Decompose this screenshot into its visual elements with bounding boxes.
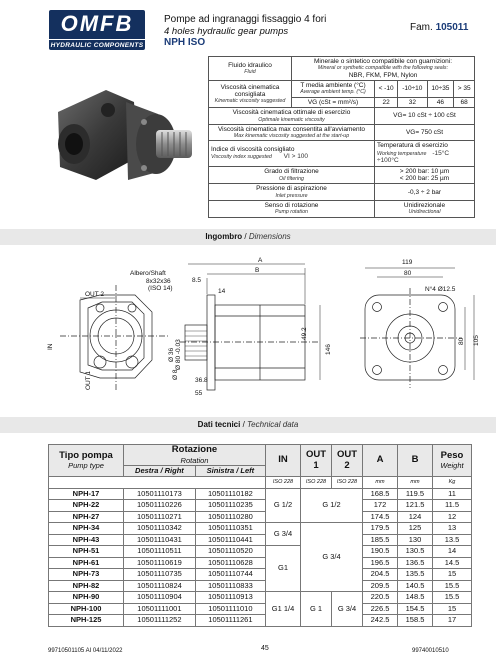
product-code: NPH ISO [164,37,206,48]
vg-value: 32 [398,97,427,107]
dim-b-cell: 148.5 [398,592,433,604]
code-left-cell: 10501110351 [195,523,265,535]
pump-type-cell: NPH-73 [49,569,124,581]
in-port-cell: G1 1/4 [266,592,301,627]
code-left-cell: 10501111261 [195,615,265,627]
rotation-value: Unidirezionale [403,202,446,210]
page-number: 45 [261,645,269,652]
max-viscosity-label-en: Max kinematic viscosity suggested at the start-up [233,133,350,140]
title-english: 4 holes hydraulic gear pumps [164,26,289,37]
dim-a-cell: 179.5 [363,523,398,535]
unit-out2: ISO 228 [332,477,363,489]
table-row [49,615,472,627]
front-view [60,285,170,390]
table-row [49,488,472,500]
code-left-cell: 10501110182 [195,488,265,500]
holes-spec: N°4 Ø12.5 [425,286,456,293]
dim-b-cell: 136.5 [398,557,433,569]
temp-range: > 35 [454,81,475,98]
viscosity-label: Viscosità cinematica consigliata [220,83,280,98]
out1-port-cell: G 1 [301,592,332,627]
drawing-out1-label: OUT 1 [85,370,92,390]
table-row [49,603,472,615]
dim-phi-8: Ø 8 [172,369,179,380]
code-left-cell: 10501110744 [195,569,265,581]
col-type: Tipo pompa [59,449,113,461]
filtering-label-en: Oil filtering [278,175,305,182]
table-row [49,546,472,558]
fluid-label-en: Fluid [244,69,256,76]
dim-b-cell: 130 [398,534,433,546]
table-row [49,534,472,546]
table-row [49,592,472,604]
filtering-value-low: < 200 bar: 25 µm [399,175,450,182]
code-left-cell: 10501110833 [195,580,265,592]
weight-cell: 15.5 [433,592,472,604]
dim-a-cell: 185.5 [363,534,398,546]
weight-cell: 15.5 [433,580,472,592]
col-rotation: Rotazione [171,444,218,455]
dim-b-cell: 119.5 [398,488,433,500]
viscosity-index-label-en: Viscosity index suggested [211,154,272,161]
footer-doc-code: 99710501105 AI 04/11/2022 [48,648,123,654]
unit-weight: Kg [433,477,472,489]
temp-range: < -10 [375,81,398,98]
family-number [410,22,468,33]
pump-type-cell: NPH-61 [49,557,124,569]
table-row [49,500,472,512]
optimal-viscosity-value: VG= 10 cSt ÷ 100 cSt [375,108,475,125]
weight-cell: 15 [433,603,472,615]
dim-a-cell: 220.5 [363,592,398,604]
footer-ref-code: 99740010510 [412,648,449,654]
code-right-cell: 10501111001 [124,603,196,615]
title-italian: Pompe ad ingranaggi fissaggio 4 fori [164,14,327,25]
out2-port-cell: G 3/4 [332,592,363,627]
code-right-cell: 10501110619 [124,557,196,569]
dim-49-2: 49.2 [301,327,308,340]
dim-a-cell: 204.5 [363,569,398,581]
dim-a-cell: 190.5 [363,546,398,558]
shaft-spline: 8x32x36 [146,278,171,285]
table-row [49,523,472,535]
fluid-seals: NBR, FKM, FPM, Nylon [348,71,418,79]
dim-a-cell: 172 [363,500,398,512]
fluid-label: Fluido idraulico [228,61,272,69]
col-weight: Peso [440,449,464,461]
viscosity-index-label: Indice di viscosità consigliato [211,145,295,153]
family-value: 105011 [435,22,469,33]
col-out1: OUT 1 [301,445,332,477]
dim-b-cell: 158.5 [398,615,433,627]
units-spacer [49,477,266,489]
dim-phi-80: Ø 80 -0.03 [175,339,182,370]
code-right-cell: 10501110271 [124,511,196,523]
table-row [49,511,472,523]
code-right-cell: 10501111252 [124,615,196,627]
family-label: Fam. [410,22,433,33]
pump-type-cell: NPH-90 [49,592,124,604]
temp-range: -10÷10 [398,81,427,98]
col-in: IN [266,445,301,477]
technical-data-title: Dati tecnici / Technical data [197,420,299,429]
logo-main-text: OMFB [60,11,134,36]
table-row [49,580,472,592]
max-viscosity-value: VG= 750 cSt [375,124,475,141]
pump-photo [46,72,204,197]
temp-label: T media ambiente (°C) [300,82,366,90]
col-right: Destra / Right [124,465,196,477]
viscosity-index-row [211,153,372,160]
dim-119: 119 [402,259,413,266]
shaft-label: Albero/Shaft [130,270,166,277]
side-view [180,268,320,390]
vg-value: 68 [454,97,475,107]
dim-b-cell: 135.5 [398,569,433,581]
pump-type-cell: NPH-27 [49,511,124,523]
in-port-cell: G1 [266,546,301,592]
in-port-cell: G 3/4 [266,523,301,546]
vg-value: 46 [427,97,454,107]
pump-type-cell: NPH-43 [49,534,124,546]
dimensions-title-en: Dimensions [248,232,291,241]
dim-b-cell: 130.5 [398,546,433,558]
table-row [49,569,472,581]
max-viscosity-label: Viscosità cinematica max consentita all'avviamento [217,125,366,133]
code-right-cell: 10501110431 [124,534,196,546]
vg-label: VG (cSt = mm²/s) [292,97,375,107]
pump-type-cell: NPH-22 [49,500,124,512]
unit-a: mm [363,477,398,489]
dimensions-title-it: Ingombro [205,232,243,241]
dim-a-cell: 174.5 [363,511,398,523]
weight-cell: 13.5 [433,534,472,546]
code-right-cell: 10501110824 [124,580,196,592]
working-temp-label-en: Working temperature [377,150,427,157]
dim-a: A [258,257,263,264]
dim-a-cell: 226.5 [363,603,398,615]
filtering-value-high: > 200 bar: 10 µm [399,167,450,175]
col-a: A [363,445,398,477]
out-port-cell: G 1/2 [301,488,363,523]
pump-type-cell: NPH-125 [49,615,124,627]
unit-b: mm [398,477,433,489]
code-right-cell: 10501110511 [124,546,196,558]
col-weight-en: Weight [440,461,464,471]
dim-80-vertical: 80 [458,337,465,345]
unit-in: ISO 228 [266,477,301,489]
dim-8-5: 8.5 [192,277,202,284]
dimensions-title: Ingombro / Dimensions [205,232,291,241]
col-rotation-en: Rotation [180,455,209,465]
weight-cell: 15 [433,569,472,581]
dimensions-drawing [40,250,480,400]
viscosity-index-value: VI > 100 [283,153,309,161]
working-temp-label: Temperatura di esercizio [377,142,448,150]
dim-b-cell: 140.5 [398,580,433,592]
inlet-pressure-label-en: Inlet pressure [275,192,308,199]
shaft-iso: (ISO 14) [148,285,173,292]
technical-data-title-it: Dati tecnici [197,420,241,429]
logo-sub-text: HYDRAULIC COMPONENTS [49,39,145,51]
fluid-value-en: Mineral or synthetic compatible with the following seals: [317,65,449,72]
weight-cell: 11.5 [433,500,472,512]
code-right-cell: 10501110173 [124,488,196,500]
vg-value: 22 [375,97,398,107]
working-temp-row [377,150,472,165]
code-right-cell: 10501110342 [124,523,196,535]
dim-b: B [255,267,260,274]
in-port-cell: G 1/2 [266,488,301,523]
col-out2: OUT 2 [332,445,363,477]
weight-cell: 17 [433,615,472,627]
inlet-pressure-label: Pressione di aspirazione [256,185,327,193]
dim-b-cell: 125 [398,523,433,535]
pump-type-cell: NPH-34 [49,523,124,535]
code-left-cell: 10501110280 [195,511,265,523]
weight-cell: 14 [433,546,472,558]
col-left: Sinistra / Left [195,465,265,477]
pump-type-cell: NPH-51 [49,546,124,558]
weight-cell: 11 [433,488,472,500]
temp-label-en: Average ambient temp. (°C) [300,89,366,96]
table-row [49,557,472,569]
rotation-value-en: Unidirectional [408,209,441,216]
dim-phi-36: Ø 36 [168,347,175,362]
dim-146: 146 [325,344,332,355]
dim-b-cell: 154.5 [398,603,433,615]
drawing-out2-label: OUT 2 [85,291,105,298]
spec-table [208,56,475,218]
code-right-cell: 10501110226 [124,500,196,512]
pump-type-cell: NPH-82 [49,580,124,592]
dim-a-cell: 242.5 [363,615,398,627]
code-left-cell: 10501110235 [195,500,265,512]
weight-cell: 13 [433,523,472,535]
code-left-cell: 10501110913 [195,592,265,604]
end-view [360,268,474,388]
dim-55: 55 [195,390,203,397]
fluid-value: Minerale o sintetico compatibile con guarnizioni: [313,58,453,65]
pump-type-cell: NPH-17 [49,488,124,500]
dim-a-cell: 196.5 [363,557,398,569]
technical-data-table [48,444,472,627]
col-type-en: Pump type [68,461,104,471]
dim-a-cell: 168.5 [363,488,398,500]
rotation-label-en: Pump rotation [275,209,308,216]
dim-b-cell: 124 [398,511,433,523]
pump-type-cell: NPH-100 [49,603,124,615]
dim-36-8: 36.8 [195,377,208,384]
rotation-label: Senso di rotazione [264,202,319,210]
working-temp-value: -15°C ÷100°C [377,149,450,165]
dim-b-cell: 121.5 [398,500,433,512]
code-right-cell: 10501110904 [124,592,196,604]
code-left-cell: 10501110520 [195,546,265,558]
technical-data-title-en: Technical data [247,420,299,429]
code-left-cell: 10501111010 [195,603,265,615]
drawing-in-label: IN [47,343,54,350]
viscosity-label-en: Kinematic viscosity suggested [214,98,286,105]
dim-a-cell: 209.5 [363,580,398,592]
omfb-logo [49,10,145,50]
filtering-label: Grado di filtrazione [264,168,319,176]
out-port-cell: G 3/4 [301,523,363,592]
optimal-viscosity-label-en: Optimale kinematic viscosity [258,116,325,123]
dim-105: 105 [473,335,480,346]
dim-80: 80 [404,270,412,277]
inlet-pressure-value: -0,3 ÷ 2 bar [375,184,475,201]
col-b: B [398,445,433,477]
weight-cell: 12 [433,511,472,523]
optimal-viscosity-label: Viscosità cinematica ottimale di esercizio [232,109,351,117]
code-left-cell: 10501110441 [195,534,265,546]
code-right-cell: 10501110735 [124,569,196,581]
code-left-cell: 10501110628 [195,557,265,569]
temp-range: 10÷35 [427,81,454,98]
weight-cell: 14.5 [433,557,472,569]
unit-out1: ISO 228 [301,477,332,489]
dim-14: 14 [218,288,226,295]
